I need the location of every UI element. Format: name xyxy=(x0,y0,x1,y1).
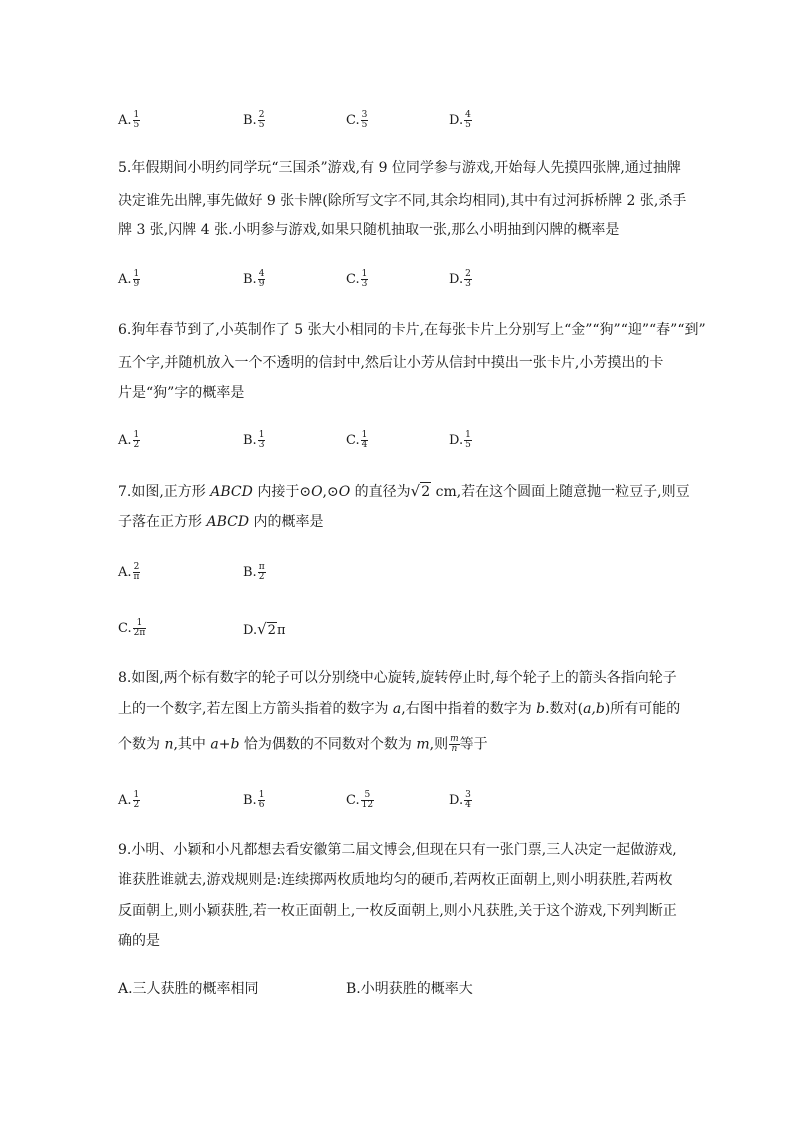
q9-line-2: 谁获胜谁就去,游戏规则是:连续掷两枚质地均匀的硬币,若两枚正面朝上,则小明获胜,若两枚 xyxy=(118,872,673,888)
option-prefix: C. xyxy=(346,433,360,448)
q4-option-b xyxy=(243,111,265,130)
math-var: O xyxy=(311,484,323,500)
math-var: O xyxy=(338,484,351,500)
fraction xyxy=(449,735,460,754)
numerator: 2 xyxy=(258,110,265,120)
text: ,则 xyxy=(429,736,449,753)
text: )所有可能的 xyxy=(604,701,681,717)
math-var: a,b xyxy=(583,701,605,717)
text: cm,若在这个圆面上随意抛一粒豆子,则豆 xyxy=(431,484,690,500)
fraction xyxy=(133,791,141,810)
numerator: 1 xyxy=(465,430,471,440)
q6-line-1: 6.狗年春节到了,小英制作了 5 张大小相同的卡片,在每张卡片上分别写上“金”“狗”“迎”“春”“到” xyxy=(118,322,706,338)
q7-line-2 xyxy=(118,513,324,531)
denominator: 9 xyxy=(258,279,265,289)
denominator: 6 xyxy=(258,800,265,810)
math-var: b xyxy=(536,701,546,717)
q9-line-1: 9.小明、小颖和小凡都想去看安徽第二届文博会,但现在只有一张门票,三人决定一起做游戏, xyxy=(118,842,677,858)
option-prefix: C. xyxy=(346,272,360,287)
numerator: 4 xyxy=(465,110,471,120)
numerator: 3 xyxy=(465,790,471,800)
text: 内接于⊙ xyxy=(252,484,312,500)
text: π xyxy=(276,623,286,638)
option-prefix: B. xyxy=(243,793,257,808)
numerator: 1 xyxy=(361,269,368,279)
denominator: 5 xyxy=(133,120,140,130)
q9-line-4: 确的是 xyxy=(118,933,160,949)
text: ,右图中指着的数字为 xyxy=(401,701,537,717)
text: 恰为偶数的不同数对个数为 xyxy=(239,736,417,753)
fraction xyxy=(133,111,141,130)
text: ,⊙ xyxy=(322,484,339,500)
text: ,其中 xyxy=(173,736,211,753)
option-prefix: A. xyxy=(118,433,132,448)
numerator: 1 xyxy=(258,790,265,800)
option-prefix: B. xyxy=(243,565,257,580)
denominator: 5 xyxy=(465,120,471,130)
q5-option-c xyxy=(346,270,368,289)
q5-line-2: 决定谁先出牌,事先做好 9 张卡牌(除所写文字不同,其余均相同),其中有过河拆桥牌 2 张,杀手 xyxy=(118,193,687,209)
fraction xyxy=(133,270,141,289)
denominator: 5 xyxy=(361,120,368,130)
q7-line-1 xyxy=(118,482,690,501)
text: 的直径为 xyxy=(350,484,411,500)
q7-option-b xyxy=(243,563,266,582)
math-var: a+b xyxy=(210,736,240,753)
q4-option-c xyxy=(346,111,368,130)
q5-line-3: 牌 3 张,闪牌 4 张.小明参与游戏,如果只随机抽取一张,那么小明抽到闪牌的概率是 xyxy=(118,222,620,238)
numerator: 1 xyxy=(133,619,147,629)
fraction xyxy=(361,270,369,289)
q7-option-a xyxy=(118,563,140,582)
sqrt-expression: √2 xyxy=(410,482,431,500)
q8-option-c xyxy=(346,791,374,810)
option-prefix: C. xyxy=(118,621,132,636)
option-prefix: D. xyxy=(449,793,464,808)
numerator: π xyxy=(258,562,265,572)
denominator: 3 xyxy=(465,279,471,289)
denominator: 9 xyxy=(133,279,140,289)
option-prefix: B. xyxy=(243,113,257,128)
q6-option-c xyxy=(346,431,368,450)
fraction xyxy=(258,431,266,450)
q9-option-a: A.三人获胜的概率相同 xyxy=(118,981,259,997)
numerator: 2 xyxy=(465,269,471,279)
q5-line-1: 5.年假期间小明约同学玩“三国杀”游戏,有 9 位同学参与游戏,开始每人先摸四张牌,通过抽牌 xyxy=(118,160,681,176)
option-prefix: A. xyxy=(118,565,132,580)
numerator: 1 xyxy=(133,430,140,440)
q8-option-b xyxy=(243,791,265,810)
q8-line-3 xyxy=(118,735,488,754)
fraction xyxy=(133,563,141,582)
denominator: 3 xyxy=(258,440,265,450)
denominator: 3 xyxy=(361,279,368,289)
text: 7.如图,正方形 xyxy=(118,484,211,500)
fraction xyxy=(464,270,472,289)
denominator: 5 xyxy=(258,120,265,130)
option-prefix: D. xyxy=(243,623,258,638)
numerator: 1 xyxy=(258,430,265,440)
option-prefix: B. xyxy=(243,272,257,287)
fraction xyxy=(133,619,147,638)
denominator: 4 xyxy=(465,800,471,810)
math-var: ABCD xyxy=(210,484,253,500)
text: 个数为 xyxy=(118,736,165,753)
q5-option-a xyxy=(118,270,140,289)
q6-option-b xyxy=(243,431,265,450)
option-prefix: D. xyxy=(449,433,464,448)
fraction xyxy=(361,431,369,450)
denominator: π xyxy=(133,572,140,582)
q6-option-a xyxy=(118,431,140,450)
option-prefix: D. xyxy=(449,113,464,128)
math-var: a xyxy=(392,701,402,717)
numerator: 1 xyxy=(133,269,140,279)
fraction xyxy=(464,431,472,450)
radicand: 2 xyxy=(267,623,276,638)
denominator: n xyxy=(451,744,458,754)
denominator: 2 xyxy=(133,440,140,450)
option-prefix: C. xyxy=(346,113,360,128)
q6-option-d xyxy=(449,431,472,450)
numerator: 1 xyxy=(133,790,140,800)
q9-option-b: B.小明获胜的概率大 xyxy=(346,981,473,997)
numerator: 2 xyxy=(133,562,140,572)
denominator: 5 xyxy=(465,440,471,450)
q7-option-d xyxy=(243,621,285,639)
text: 等于 xyxy=(459,736,488,753)
denominator: 4 xyxy=(361,440,368,450)
denominator: 2 xyxy=(133,800,140,810)
fraction xyxy=(464,791,472,810)
fraction xyxy=(258,791,266,810)
q8-option-a xyxy=(118,791,140,810)
fraction xyxy=(464,111,472,130)
math-var: m xyxy=(416,736,430,753)
fraction xyxy=(133,431,141,450)
radicand: 2 xyxy=(421,484,431,500)
numerator: 1 xyxy=(133,110,140,120)
q7-option-c xyxy=(118,619,146,638)
numerator: 4 xyxy=(258,269,265,279)
option-prefix: D. xyxy=(449,272,464,287)
option-prefix: C. xyxy=(346,793,360,808)
numerator: m xyxy=(450,734,459,744)
option-prefix: A. xyxy=(118,272,132,287)
option-prefix: B. xyxy=(243,433,257,448)
math-var: n xyxy=(164,736,174,753)
q8-line-1: 8.如图,两个标有数字的轮子可以分别绕中心旋转,旋转停止时,每个轮子上的箭头各指向轮子 xyxy=(118,670,677,686)
numerator: 5 xyxy=(361,791,374,801)
numerator: 1 xyxy=(361,430,368,440)
text: .数对( xyxy=(545,701,584,717)
math-var: ABCD xyxy=(206,514,250,530)
q4-option-d xyxy=(449,111,472,130)
fraction xyxy=(258,563,266,582)
denominator: 2π xyxy=(133,628,146,638)
q5-option-b xyxy=(243,270,265,289)
numerator: 3 xyxy=(361,110,368,120)
fraction xyxy=(258,270,266,289)
denominator: 12 xyxy=(361,800,374,810)
option-prefix: A. xyxy=(118,113,132,128)
q6-line-3: 片是“狗”字的概率是 xyxy=(118,385,245,401)
fraction xyxy=(258,111,266,130)
q9-line-3: 反面朝上,则小颖获胜,若一枚正面朝上,一枚反面朝上,则小凡获胜,关于这个游戏,下列判断正 xyxy=(118,903,677,919)
text: 上的一个数字,若左图上方箭头指着的数字为 xyxy=(118,701,393,717)
q5-option-d xyxy=(449,270,472,289)
text: 内的概率是 xyxy=(249,514,324,530)
q6-line-2: 五个字,并随机放入一个不透明的信封中,然后让小芳从信封中摸出一张卡片,小芳摸出的卡 xyxy=(118,355,664,371)
denominator: 2 xyxy=(258,572,265,582)
option-prefix: A. xyxy=(118,793,132,808)
q4-option-a xyxy=(118,111,140,130)
sqrt-expression: √2 xyxy=(257,620,276,638)
q8-line-2 xyxy=(118,700,680,718)
fraction xyxy=(361,111,369,130)
fraction xyxy=(361,791,374,810)
text: 子落在正方形 xyxy=(118,514,207,530)
q8-option-d xyxy=(449,791,472,810)
